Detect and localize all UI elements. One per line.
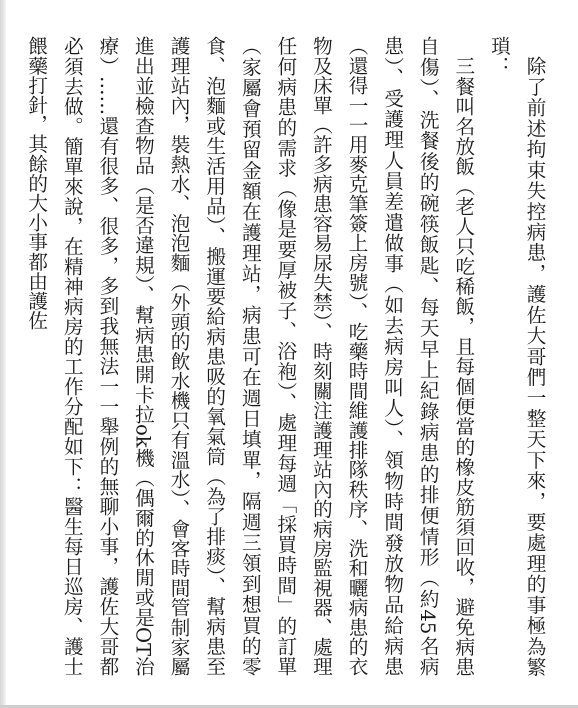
intro-paragraph: 除了前述拘束失控病患，護佐大哥們一整天下來，要處理的事極為繁瑣：	[487, 36, 546, 676]
main-paragraph: 三餐叫名放飯（老人只吃稀飯，且每個便當的橡皮筋須回收，避免病患自傷）、洗餐後的碗筷飯匙、每天早上紀錄病患的排便情形（約45名病患）、受護理人員差遣做事（如去病房叫人）、領物時間發放物品給病患（還得一一用麥克筆簽上房號）、吃藥時間維護排隊秩序、洗和曬病患的衣物及床單（許多病患容易尿失禁）、時刻關注護理站內的病房監視器、處理任何病患的需求（像是要厚被子、浴袍）、處理每週「採買時間」的訂單（家屬會預留金額在護理站，病患可在週日填單，隔週三領到想買的零食、泡麵或生活用品）、搬運要給病患吸的氧氣筒（為了排痰）、幫病患至護理站內，裝熱水、泡泡麵（外頭的飲水機只有溫水）、會客時間管制家屬進出並檢查物品（是否違規）、幫病患開卡拉ok機（偶爾的休閒或是OT治療）……還有很多、很多，多到我無法一一舉例的無聊小事，護佐大哥都必須去做。簡單來說，在精神病房的工作分配如下：醫生每日巡房、護士餵藥打針，其餘的大小事都由護佐	[24, 36, 475, 676]
vertical-text-body	[18, 36, 552, 676]
page-edge-shadow	[0, 0, 6, 708]
